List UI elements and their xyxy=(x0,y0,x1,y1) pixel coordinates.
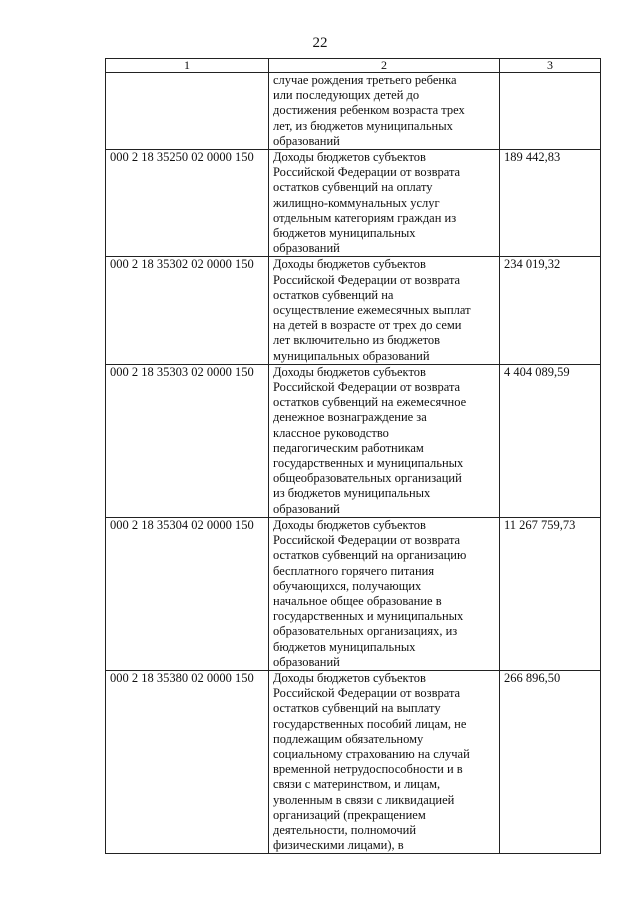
amount-cell: 4 404 089,59 xyxy=(500,364,601,517)
budget-revenue-table xyxy=(105,58,601,854)
description-line: случае рождения третьего ребенка xyxy=(273,73,457,87)
description-line: осуществление ежемесячных выплат xyxy=(273,303,471,318)
amount-cell: 11 267 759,73 xyxy=(500,517,601,670)
description-line: остатков субвенций на оплату xyxy=(273,180,433,195)
description-line: муниципальных образований xyxy=(273,348,430,363)
revenue-code-cell: 000 2 18 35304 02 0000 150 xyxy=(106,517,269,670)
description-line: временной нетрудоспособности и в xyxy=(273,762,463,777)
description-line: Российской Федерации от возврата xyxy=(273,380,461,395)
description-line: образований xyxy=(273,501,340,516)
description-line: образовательных организациях, из xyxy=(273,624,458,639)
description-line: бесплатного горячего питания xyxy=(273,563,435,578)
amount-cell: 234 019,32 xyxy=(500,257,601,364)
description-line: жилищно-коммунальных услуг xyxy=(273,195,440,210)
description-line: на детей в возрасте от трех до семи xyxy=(273,318,462,333)
description-line: остатков субвенций на организацию xyxy=(273,548,467,563)
description-line: остатков субвенций на ежемесячное xyxy=(273,395,467,410)
amount-cell xyxy=(500,73,601,150)
revenue-description-cell xyxy=(269,257,500,364)
table-body xyxy=(106,73,601,854)
description-line: Российской Федерации от возврата xyxy=(273,686,461,701)
description-line: достижения ребенком возраста трех xyxy=(273,103,465,118)
description-line: физическими лицами), в xyxy=(273,838,404,853)
revenue-description-cell xyxy=(269,670,500,853)
table-header-row xyxy=(106,59,601,73)
page-number: 22 xyxy=(312,35,328,51)
description-line: социальному страхованию на случай xyxy=(273,746,470,761)
table-row xyxy=(106,73,601,150)
description-line: денежное вознаграждение за xyxy=(273,410,427,425)
description-line: общеобразовательных организаций xyxy=(273,471,462,486)
table-row xyxy=(106,257,601,364)
description-line: классное руководство xyxy=(273,425,389,440)
description-line: Доходы бюджетов субъектов xyxy=(273,670,426,685)
revenue-code-cell: 000 2 18 35380 02 0000 150 xyxy=(106,670,269,853)
revenue-code-cell: 000 2 18 35302 02 0000 150 xyxy=(106,257,269,364)
description-line: обучающихся, получающих xyxy=(273,578,422,593)
description-line: лет включительно из бюджетов xyxy=(273,333,441,348)
description-line: Доходы бюджетов субъектов xyxy=(273,517,426,532)
table-row xyxy=(106,150,601,257)
description-line: образований xyxy=(273,133,340,148)
column-header-amount: 3 xyxy=(500,59,601,73)
amount-cell: 189 442,83 xyxy=(500,150,601,257)
description-line: Российской Федерации от возврата xyxy=(273,272,461,287)
description-line: подлежащим обязательному xyxy=(273,731,424,746)
description-line: остатков субвенций на выплату xyxy=(273,701,441,716)
description-line: из бюджетов муниципальных xyxy=(273,486,431,501)
revenue-description-cell xyxy=(269,150,500,257)
description-line: лет, из бюджетов муниципальных xyxy=(273,118,453,133)
description-line: Доходы бюджетов субъектов xyxy=(273,257,426,272)
revenue-description-cell xyxy=(269,73,500,150)
description-line: организаций (прекращением xyxy=(273,807,426,822)
revenue-code-cell xyxy=(106,73,269,150)
description-line: Доходы бюджетов субъектов xyxy=(273,150,426,165)
revenue-code-cell: 000 2 18 35250 02 0000 150 xyxy=(106,150,269,257)
amount-cell: 266 896,50 xyxy=(500,670,601,853)
revenue-code-cell: 000 2 18 35303 02 0000 150 xyxy=(106,364,269,517)
description-line: бюджетов муниципальных xyxy=(273,639,416,654)
description-line: образований xyxy=(273,241,340,256)
description-line: связи с материнством, и лицам, xyxy=(273,777,441,792)
table-row xyxy=(106,364,601,517)
description-line: остатков субвенций на xyxy=(273,287,394,302)
description-line: образований xyxy=(273,654,340,669)
description-line: начальное общее образование в xyxy=(273,593,442,608)
description-line: государственных пособий лицам, не xyxy=(273,716,467,731)
description-line: уволенным в связи с ликвидацией xyxy=(273,792,455,807)
revenue-description-cell xyxy=(269,364,500,517)
description-line: деятельности, полномочий xyxy=(273,822,417,837)
description-line: Российской Федерации от возврата xyxy=(273,165,461,180)
description-line: Доходы бюджетов субъектов xyxy=(273,364,426,379)
table-row xyxy=(106,517,601,670)
revenue-description-cell xyxy=(269,517,500,670)
table-row xyxy=(106,670,601,853)
description-line: педагогическим работникам xyxy=(273,440,424,455)
description-line: отдельным категориям граждан из xyxy=(273,210,457,225)
description-line: государственных и муниципальных xyxy=(273,456,464,471)
description-line: или последующих детей до xyxy=(273,88,420,103)
column-header-description: 2 xyxy=(269,59,500,73)
description-line: Российской Федерации от возврата xyxy=(273,533,461,548)
description-line: государственных и муниципальных xyxy=(273,609,464,624)
column-header-code: 1 xyxy=(106,59,269,73)
description-line: бюджетов муниципальных xyxy=(273,226,416,241)
